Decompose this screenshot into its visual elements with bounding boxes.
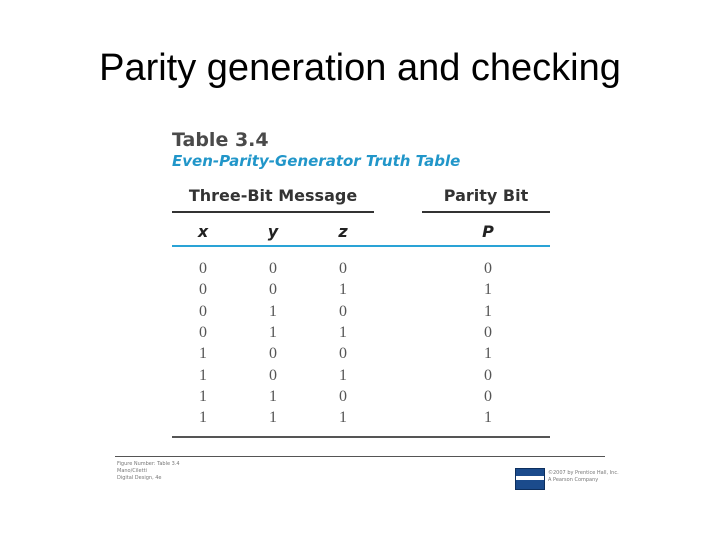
cell-z: 0: [339, 345, 347, 363]
message-group-rule: [172, 211, 374, 213]
table-figure: [172, 128, 550, 170]
publisher-credit: [548, 470, 619, 484]
cell-y: 1: [269, 409, 277, 427]
cell-p: 0: [484, 387, 492, 405]
cell-z: 0: [339, 260, 347, 277]
table-label: Table 3.4: [172, 129, 269, 151]
figure-credit-line: Figure Number: Table 3.4: [117, 461, 180, 467]
cell-p: 1: [484, 302, 492, 320]
cell-x: 0: [199, 323, 207, 341]
cell-p: 0: [484, 260, 492, 277]
cell-x: 1: [199, 387, 207, 405]
figure-credit-line: Digital Design, 4e: [117, 475, 162, 481]
column-header-y: y: [267, 222, 279, 241]
figure-credit: [117, 461, 180, 482]
cell-x: 1: [199, 366, 207, 384]
cell-x: 0: [199, 281, 207, 299]
cell-p: 0: [484, 323, 492, 341]
column-header-z: z: [338, 222, 348, 241]
cell-x: 0: [199, 260, 207, 277]
cell-p: 1: [484, 345, 492, 363]
slide-title: Parity generation and checking: [99, 47, 621, 89]
table-caption: Even-Parity-Generator Truth Table: [172, 152, 461, 170]
cell-y: 0: [269, 345, 277, 363]
cell-z: 1: [339, 366, 347, 384]
publisher-logo: [515, 468, 545, 490]
publisher-credit-line: ©2007 by Prentice Hall, Inc.: [548, 470, 619, 476]
header-rule: [172, 245, 550, 247]
cell-x: 1: [199, 345, 207, 363]
table-bottom-rule: [172, 436, 550, 438]
cell-p: 1: [484, 281, 492, 299]
figure-credit-line: Mano/Ciletti: [117, 468, 147, 474]
cell-y: 1: [269, 387, 277, 405]
cell-y: 1: [269, 323, 277, 341]
cell-p: 0: [484, 366, 492, 384]
cell-x: 1: [199, 409, 207, 427]
cell-y: 0: [269, 260, 277, 277]
cell-y: 0: [269, 366, 277, 384]
message-group-header: Three-Bit Message: [188, 186, 358, 205]
cell-z: 0: [339, 387, 347, 405]
cell-y: 1: [269, 302, 277, 320]
cell-y: 0: [269, 281, 277, 299]
cell-z: 1: [339, 323, 347, 341]
cell-z: 0: [339, 302, 347, 320]
cell-p: 1: [484, 409, 492, 427]
publisher-credit-line: A Pearson Company: [548, 477, 599, 483]
cell-z: 1: [339, 409, 347, 427]
column-header-x: x: [197, 222, 209, 241]
cell-x: 0: [199, 302, 207, 320]
cell-z: 1: [339, 281, 347, 299]
parity-group-rule: [422, 211, 550, 213]
parity-group-header: Parity Bit: [443, 186, 529, 205]
column-header-p: P: [482, 222, 494, 241]
footer-rule: [115, 456, 605, 457]
